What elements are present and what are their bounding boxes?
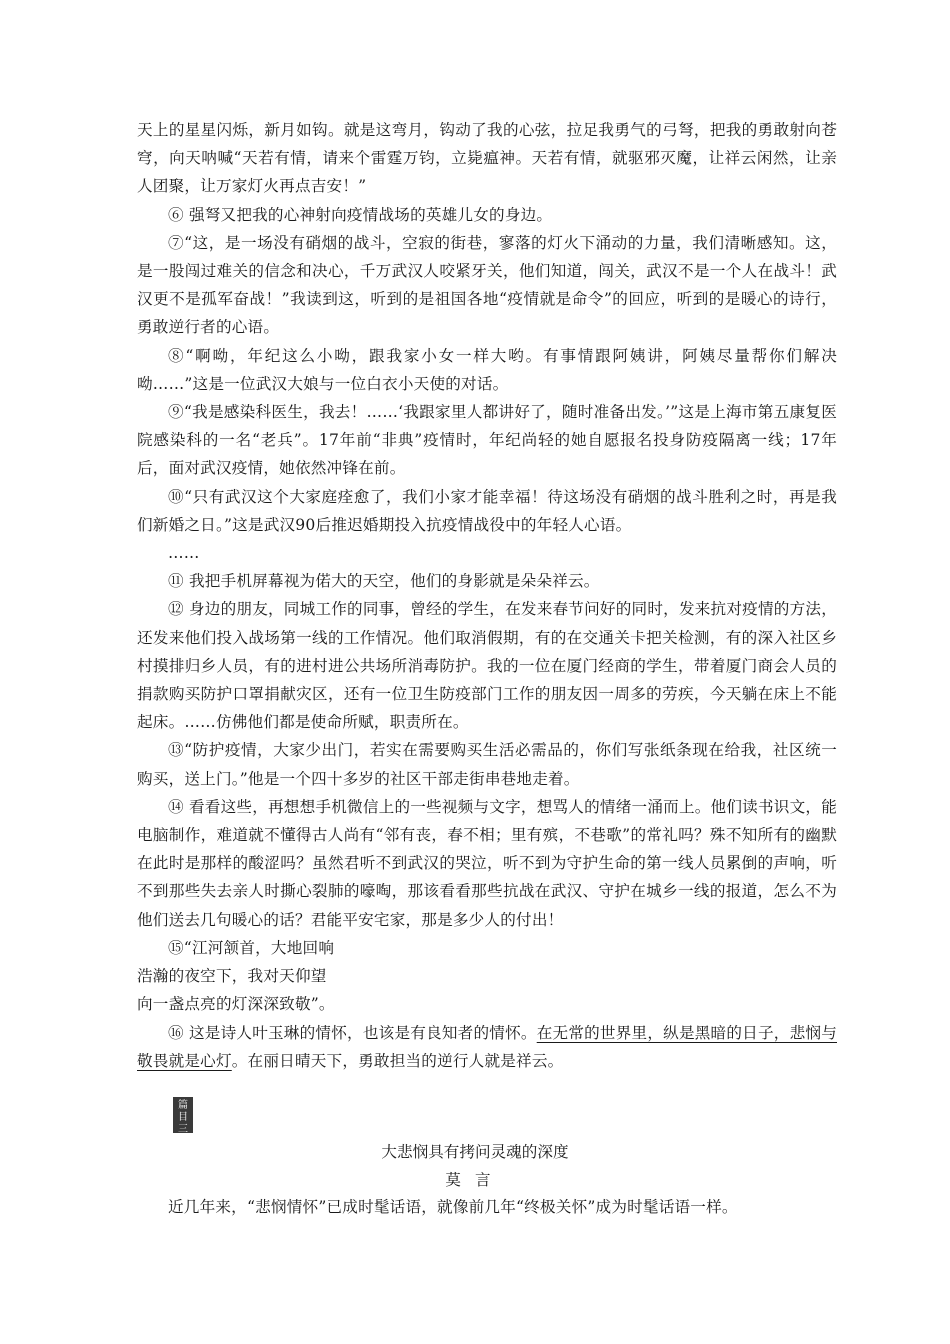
poem-line-1: ⑮“江河颔首，大地回响 — [168, 938, 335, 957]
paragraph-14: ⑭ 看看这些，再想想手机微信上的一些视频与文字，想骂人的情绪一涌而上。他们读书识文，能电脑制作，难道就不懂得古人尚有“邻有丧，春不相；里有殡，不巷歌”的常礼吗？殊不知所有的幽默在此时是那样的酸涩吗？虽然君听不到武汉的哭泣，听不到为守护生命的第一线人员累倒的声响，听不到那些失去亲人时撕心裂肺的嚎啕，那该看看那些抗战在武汉、守护在城乡一线的报道，怎么不为他们送去几句暖心的话？君能平安宅家，那是多少人的付出！ — [137, 797, 837, 929]
paragraph-16-start: ⑯ 这是诗人叶玉琳的情怀，也该是有良知者的情怀。 — [168, 1023, 537, 1042]
paragraph-13: ⑬“防护疫情，大家少出门，若实在需要购买生活必需品的，你们写张纸条现在给我，社区统一购买，送上门。”他是一个四十多岁的社区干部走街串巷地走着。 — [137, 741, 837, 788]
paragraph-9: ⑨“我是感染科医生，我去！……‘我跟家里人都讲好了，随时准备出发。’”这是上海市第五康复医院感染科的一名“老兵”。17年前“非典”疫情时，年纪尚轻的她自愿报名投身防疫隔离一线；17年后，面对武汉疫情，她依然冲锋在前。 — [137, 403, 837, 478]
paragraph-12: ⑫ 身边的朋友，同城工作的同事，曾经的学生，在发来春节问好的同时，发来抗对疫情的方法，还发来他们投入战场第一线的工作情况。他们取消假期，有的在交通关卡把关检测，有的深入社区乡村摸排归乡人员，有的进村进公共场所消毒防护。我的一位在厦门经商的学生，带着厦门商会人员的捐款购买防护口罩捐献灾区，还有一位卫生防疫部门工作的朋友因一周多的劳疾，今天躺在床上不能起床。……仿佛他们都是使命所赋，职责所在。 — [137, 600, 837, 732]
paragraph-5-end: 天上的星星闪烁，新月如钩。就是这弯月，钩动了我的心弦，拉足我勇气的弓弩，把我的勇敢射向苍穹，向天呐喊“天若有情，请来个雷霆万钧，立毙瘟神。天若有情，就驱邪灭魔，让祥云闲然，让亲人团聚，让万家灯火再点吉安！” — [137, 121, 837, 196]
poem-line-2: 浩瀚的夜空下，我对天仰望 — [137, 967, 327, 986]
paragraph-6: ⑥ 强弩又把我的心神射向疫情战场的英雄儿女的身边。 — [168, 205, 553, 224]
paragraph-16 — [137, 1019, 837, 1075]
paragraph-7: ⑦“这，是一场没有硝烟的战斗，空寂的街巷，寥落的灯火下涌动的力量，我们清晰感知。这，是一股闯过难关的信念和决心，千万武汉人咬紧牙关，他们知道，闯关，武汉不是一个人在战斗！武汉更不是孤军奋战！”我读到这，听到的是祖国各地“疫情就是命令”的回应，听到的是暖心的诗行，勇敢逆行者的心语。 — [137, 233, 837, 337]
article-first-line: 近几年来，“悲悯情怀”已成时髦话语，就像前几年“终极关怀”成为时髦话语一样。 — [168, 1198, 738, 1216]
badge-char: 篇 — [178, 1100, 188, 1111]
poem-line-3: 向一盏点亮的灯深深致敬”。 — [137, 995, 335, 1014]
badge-char: 目 — [178, 1112, 188, 1123]
paragraph-16-end: 。在丽日晴天下，勇敢担当的逆行人就是祥云。 — [231, 1051, 564, 1070]
paragraph-10: ⑩“只有武汉这个大家庭痊愈了，我们小家才能幸福！待这场没有硝烟的战斗胜利之时，再是我们新婚之日。”这是武汉90后推迟婚期投入抗疫情战役中的年轻人心语。 — [137, 487, 837, 534]
article-author: 莫言 — [445, 1171, 505, 1189]
paragraph-8: ⑧“啊呦，年纪这么小呦，跟我家小女一样大哟。有事情跟阿姨讲，阿姨尽量帮你们解决呦……”这是一位武汉大娘与一位白衣小天使的对话。 — [137, 346, 837, 393]
ellipsis-line: …… — [168, 544, 200, 563]
article-title: 大悲悯具有拷问灵魂的深度 — [381, 1143, 569, 1161]
underlined-sentence: 在无常的世界里，纵是黑暗的日子，悲悯与敬畏就是心灯 — [137, 1023, 837, 1070]
section-badge — [173, 1097, 193, 1133]
paragraph-11: ⑪ 我把手机屏幕视为偌大的天空，他们的身影就是朵朵祥云。 — [168, 572, 600, 591]
badge-char: 三 — [178, 1124, 188, 1135]
document-body — [137, 116, 837, 1075]
